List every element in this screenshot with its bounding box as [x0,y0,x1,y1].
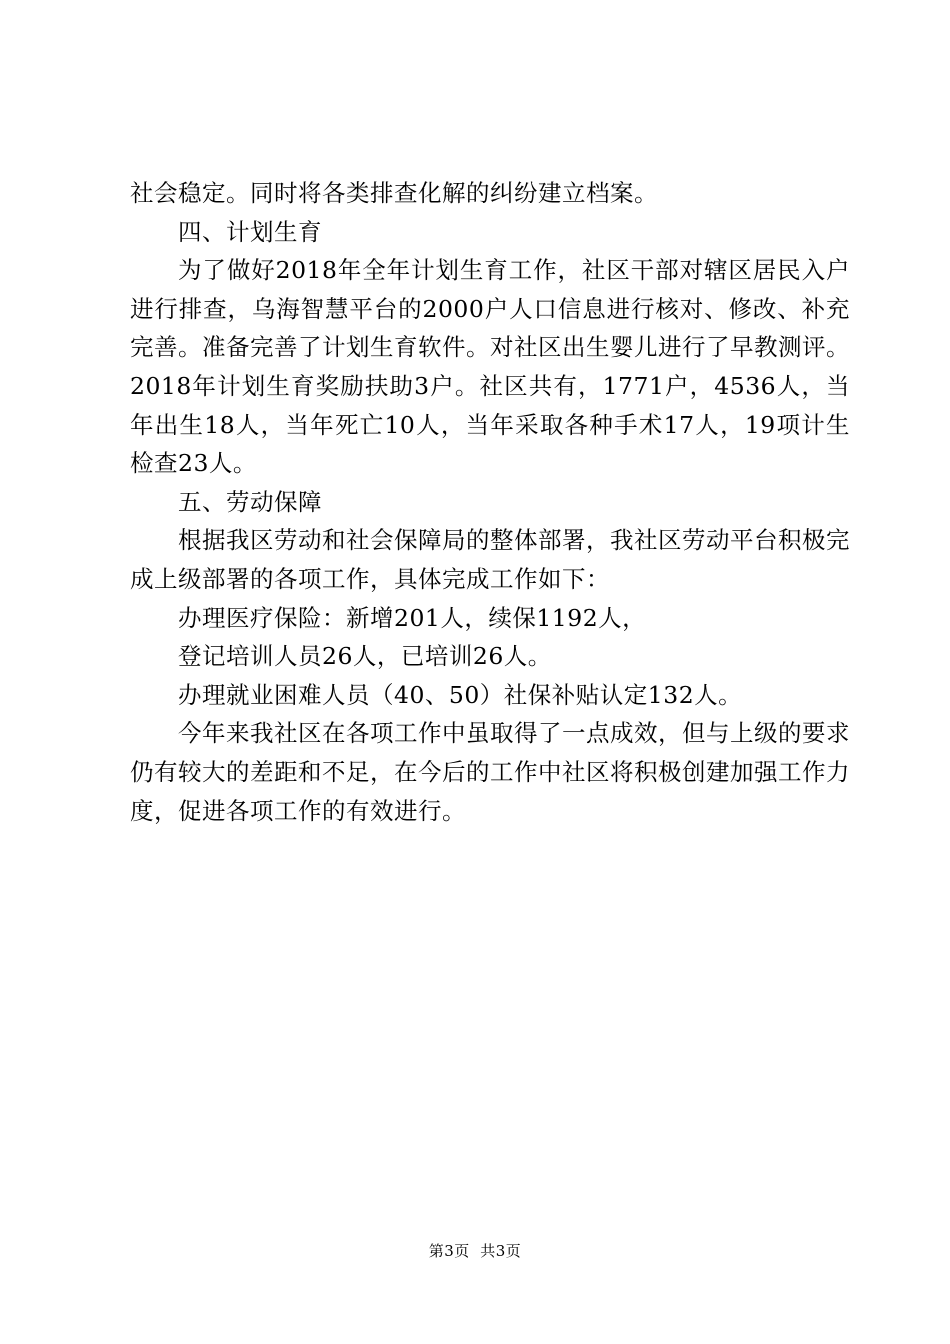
paragraph-training: 登记培训人员26人，已培训26人。 [178,642,552,671]
page-footer [0,1240,950,1262]
paragraph-continuation: 社会稳定。同时将各类排查化解的纠纷建立档案。 [130,179,658,207]
section-heading-family-planning: 四、计划生育 [178,217,322,246]
paragraph-labor-intro: 根据我区劳动和社会保障局的整体部署，我社区劳动平台积极完成上级部署的各项工作，具体完成工作如下： [130,526,850,593]
page-number: 第3页 共3页 [428,1242,522,1260]
paragraph-employment-subsidy: 办理就业困难人员（40、50）社保补贴认定132人。 [178,680,743,709]
section-heading-labor-security: 五、劳动保障 [178,487,322,516]
paragraph-family-planning: 为了做好2018年全年计划生育工作，社区干部对辖区居民入户进行排查，乌海智慧平台的2000户人口信息进行核对、修改、补充完善。准备完善了计划生育软件。对社区出生婴儿进行了早教测评。2018年计划生育奖励扶助3户。社区共有，1771户，4536人，当年出生18人，当年死亡10人，当年采取各种手术17人，19项计生检查23人。 [130,256,850,478]
paragraph-conclusion: 今年来我社区在各项工作中虽取得了一点成效，但与上级的要求仍有较大的差距和不足，在今后的工作中社区将积极创建加强工作力度，促进各项工作的有效进行。 [130,719,850,825]
paragraph-medical-insurance: 办理医疗保险：新增201人，续保1192人， [178,603,647,632]
document-body [130,174,850,830]
